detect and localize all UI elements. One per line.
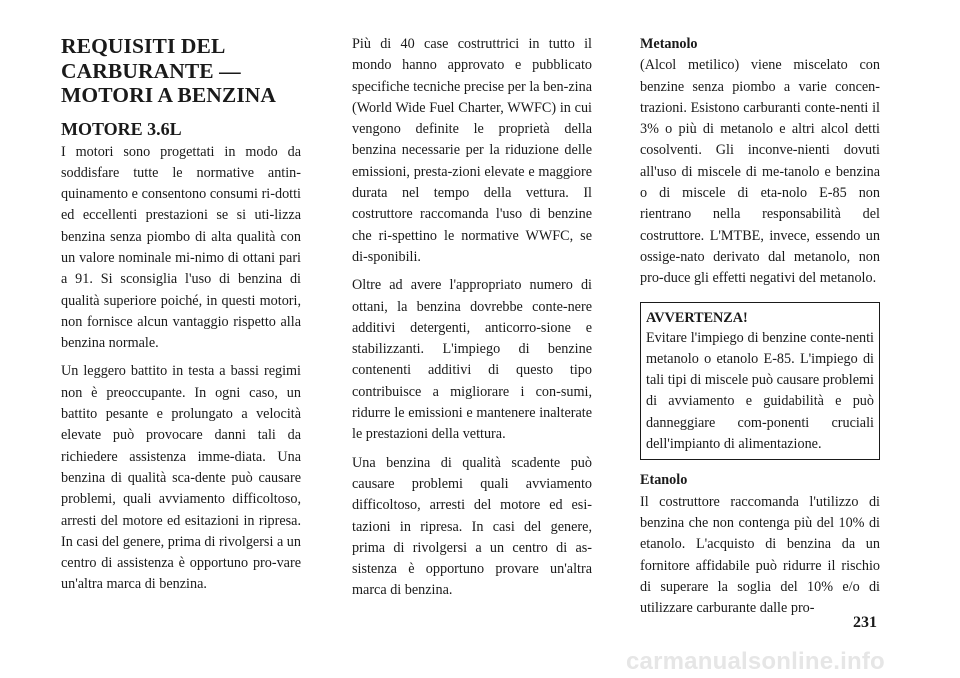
warning-text: Evitare l'impiego di benzine conte-nenti metanolo o etanolo E-85. L'impiego di tali tipi di miscele può causare problemi di avviamento e guidabilità e può danneggiare com-ponenti cruciali dell'impianto di alimentazione. xyxy=(646,329,874,453)
warning-box xyxy=(640,302,880,461)
ethanol-heading: Etanolo xyxy=(640,472,688,489)
paragraph-wwfc: Più di 40 case costruttrici in tutto il mondo hanno approvato e pubblicato specifiche tecniche precise per la ben-zina (World Wide Fuel Charter, WWFC) in cui vengono definite le proprietà della benzina necessarie per la riduzione delle emissioni, presta-zioni elevate e maggiore durata nel tempo della vettura. Il costruttore raccomanda l'uso di benzine che ri-spettino le normative WWFC, se di-sponibili. xyxy=(352,36,592,265)
column-right xyxy=(640,34,880,626)
section-subtitle: MOTORE 3.6L xyxy=(61,118,182,139)
methanol-heading: Metanolo xyxy=(640,36,698,52)
paragraph-octane: I motori sono progettati in modo da soddisfare tutte le normative antin-quinamento e consentono consumi ri-dotti ed eccellenti prestazioni se si uti-lizza benzina senza piombo di alta qualità con un valore nominale mi-nimo di ottani pari a 91. Si sconsiglia l'uso di benzina di qualità superiore poiché, in questi motori, non fornisce alcun vantaggio rispetto alla benzina normale. xyxy=(61,143,301,352)
column-left xyxy=(61,34,301,603)
column-middle xyxy=(352,34,592,609)
watermark: carmanualsonline.info xyxy=(626,648,885,675)
paragraph-methanol: (Alcol metilico) viene miscelato con benzine senza piombo a varie concen-trazioni. Esistono carburanti conte-nenti il 3% o più di metanolo e altri alcol detti cosolventi. Gli inconve-nienti dovuti all'uso di miscele di me-tanolo e benzina o di miscele di eta-nolo E-85 non rientrano nella responsabilità del costruttore. L'MTBE, invece, essendo un ossige-nato derivato dal metanolo, non pro-duce gli effetti negativi del metanolo. xyxy=(640,57,880,287)
paragraph-knock: Un leggero battito in testa a bassi regimi non è preoccupante. In ogni caso, un battito pesante e prolungato a velocità elevate può provocare danni tali da richiedere assistenza imme-diata. Una benzina di qualità sca-dente può causare problemi, quali avviamento difficoltoso, arresti del motore ed esitazioni in ripresa. In casi del genere, prima di rivolgersi a un centro di assistenza è opportuno pro-vare un'altra marca di benzina. xyxy=(61,363,301,593)
page-title xyxy=(61,34,301,108)
paragraph-additives: Oltre ad avere l'appropriato numero di ottani, la benzina dovrebbe conte-nere additivi detergenti, anticorro-sione e stabilizzanti. L'impiego di benzine contenenti additivi di questo tipo contribuisce a migliorare i con-sumi, ridurre le emissioni e mantenere inalterate le prestazioni della vettura. xyxy=(352,277,592,443)
page-number: 231 xyxy=(853,614,877,631)
warning-title: AVVERTENZA! xyxy=(646,309,748,326)
page-title-text: REQUISITI DEL CARBURANTE — MOTORI A BENZINA xyxy=(61,34,277,107)
paragraph-poor-fuel: Una benzina di qualità scadente può causare problemi quali avviamento difficoltoso, arresti del motore ed esi-tazioni in ripresa. In casi del genere, prima di rivolgersi a un centro di as-sistenza è opportuno provare un'altra marca di benzina. xyxy=(352,454,592,599)
paragraph-ethanol: Il costruttore raccomanda l'utilizzo di benzina che non contenga più del 10% di etanolo. L'acquisto di benzina da un fornitore affidabile può ridurre il rischio di superare la soglia del 10% e/o di utilizzare carburante dalle pro- xyxy=(640,493,880,617)
